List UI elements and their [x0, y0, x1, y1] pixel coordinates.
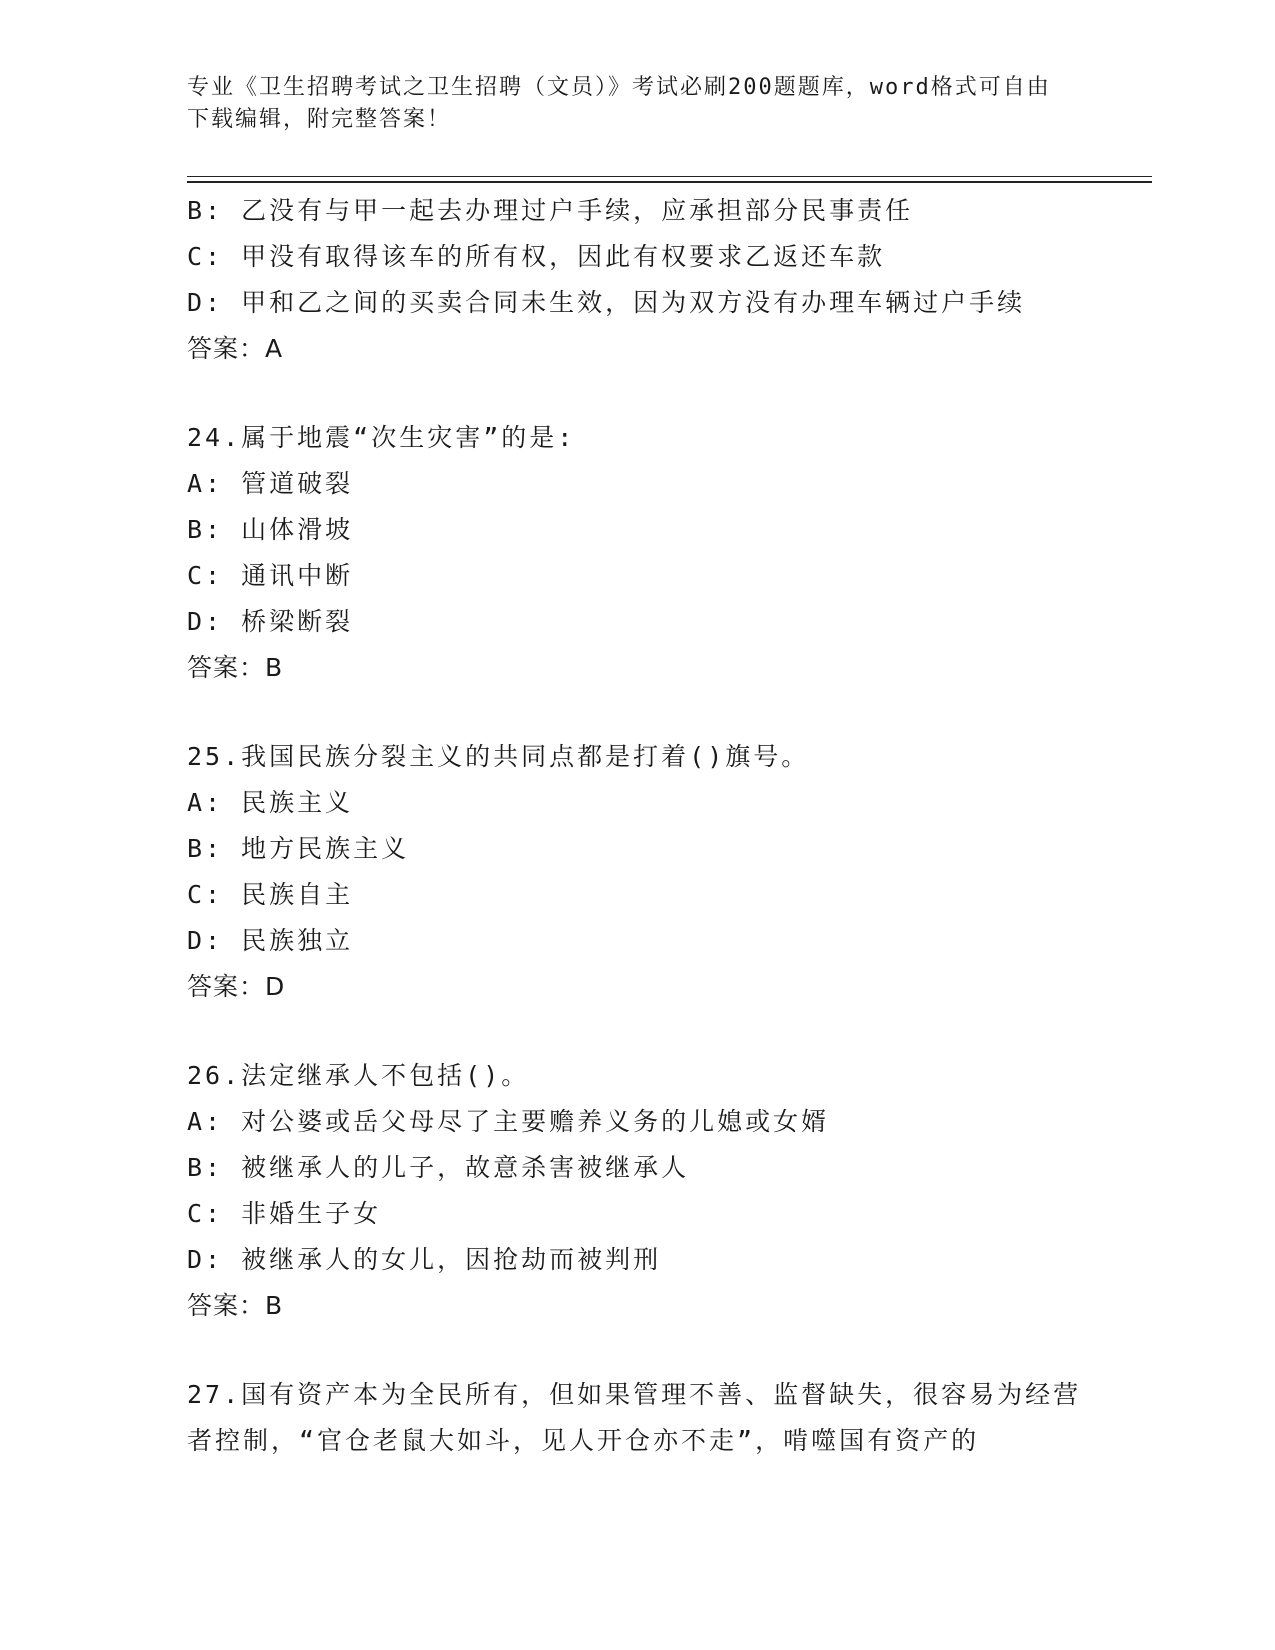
- question-26: [187, 1053, 1152, 1329]
- option-b: B: 乙没有与甲一起去办理过户手续，应承担部分民事责任: [187, 196, 914, 225]
- header-divider-top: [187, 176, 1152, 177]
- question-25: [187, 734, 1152, 1010]
- question-text: 27.国有资产本为全民所有，但如果管理不善、监督缺失，很容易为经营者控制，“官仓老鼠大如斗，见人开仓亦不走”，啃噬国有资产的: [187, 1380, 1082, 1455]
- question-27: [187, 1372, 1152, 1464]
- document-header: 专业《卫生招聘考试之卫生招聘（文员）》考试必刷200题题库，word格式可自由下载编辑，附完整答案！: [187, 75, 1051, 132]
- answer: 答案：D: [187, 972, 286, 1001]
- option-c: C: 民族自主: [187, 880, 354, 909]
- question-23: [187, 188, 1152, 372]
- option-c: C: 通讯中断: [187, 561, 354, 590]
- answer: 答案：B: [187, 653, 284, 682]
- option-a: A: 对公婆或岳父母尽了主要赡养义务的儿媳或女婿: [187, 1107, 830, 1136]
- option-b: B: 山体滑坡: [187, 515, 354, 544]
- question-text: 26.法定继承人不包括()。: [187, 1061, 530, 1090]
- option-b: B: 被继承人的儿子，故意杀害被继承人: [187, 1153, 690, 1182]
- option-a: A: 管道破裂: [187, 469, 354, 498]
- question-text: 25.我国民族分裂主义的共同点都是打着()旗号。: [187, 742, 810, 771]
- option-d: D: 桥梁断裂: [187, 607, 354, 636]
- answer: 答案：A: [187, 334, 284, 363]
- option-c: C: 甲没有取得该车的所有权，因此有权要求乙返还车款: [187, 242, 886, 271]
- option-d: D: 民族独立: [187, 926, 354, 955]
- option-d: D: 被继承人的女儿，因抢劫而被判刑: [187, 1245, 662, 1274]
- answer: 答案：B: [187, 1291, 284, 1320]
- option-d: D: 甲和乙之间的买卖合同未生效，因为双方没有办理车辆过户手续: [187, 288, 1026, 317]
- question-text: 24.属于地震“次生灾害”的是:: [187, 423, 576, 452]
- option-a: A: 民族主义: [187, 788, 354, 817]
- header-divider-bottom: [187, 181, 1152, 183]
- option-b: B: 地方民族主义: [187, 834, 410, 863]
- option-c: C: 非婚生子女: [187, 1199, 382, 1228]
- question-24: [187, 415, 1152, 691]
- question-list: [187, 188, 1152, 1464]
